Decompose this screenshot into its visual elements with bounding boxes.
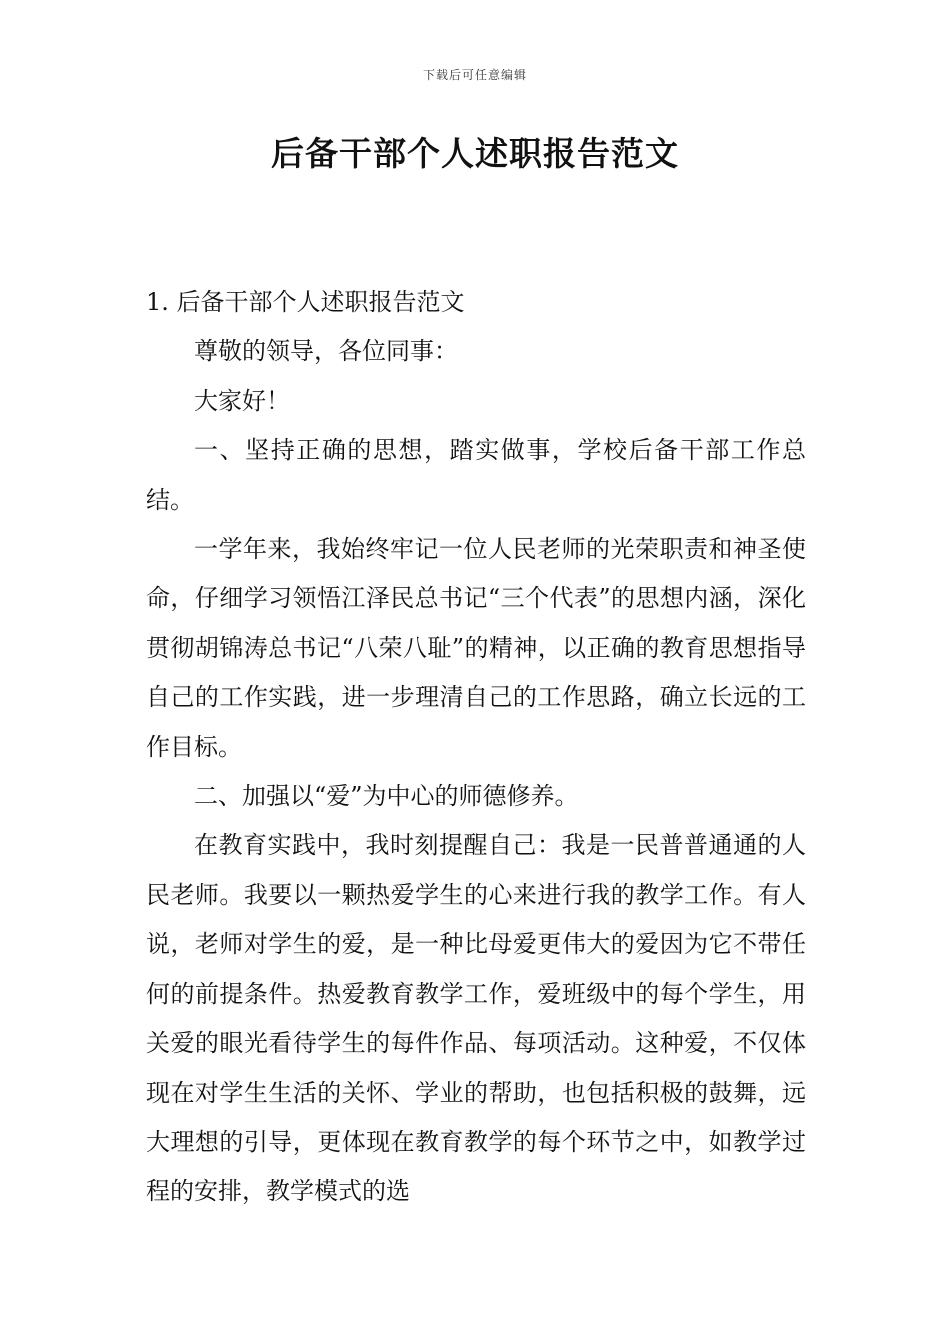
greeting: 大家好！ (194, 386, 290, 415)
document-body (146, 278, 806, 1217)
paragraph: 二、加强以“爱”为中心的师德修养。 (194, 782, 579, 811)
document-title: 后备干部个人述职报告范文 (271, 134, 679, 173)
paragraph: 一学年来，我始终牢记一位人民老师的光荣职责和神圣使命，仔细学习领悟江泽民总书记“三个代表”的思想内涵，深化贯彻胡锦涛总书记“八荣八耻”的精神，以正确的教育思想指导自己的工作实践，进一步理清自己的工作思路，确立长远的工作目标。 (146, 535, 806, 761)
paragraph: 一、坚持正确的思想，踏实做事，学校后备干部工作总结。 (146, 436, 806, 514)
paragraph: 在教育实践中，我时刻提醒自己：我是一民普普通通的人民老师。我要以一颗热爱学生的心来进行我的教学工作。有人说，老师对学生的爱，是一种比母爱更伟大的爱因为它不带任何的前提条件。热爱教育教学工作，爱班级中的每个学生，用关爱的眼光看待学生的每件作品、每项活动。这种爱，不仅体现在对学生生活的关怀、学业的帮助，也包括积极的鼓舞，远大理想的引导，更体现在教育教学的每个环节之中，如教学过程的安排，教学模式的选 (146, 831, 806, 1206)
section-heading: 1. 后备干部个人述职报告范文 (146, 288, 465, 316)
header-note: 下载后可任意编辑 (422, 68, 527, 82)
salutation: 尊敬的领导，各位同事： (194, 337, 458, 366)
